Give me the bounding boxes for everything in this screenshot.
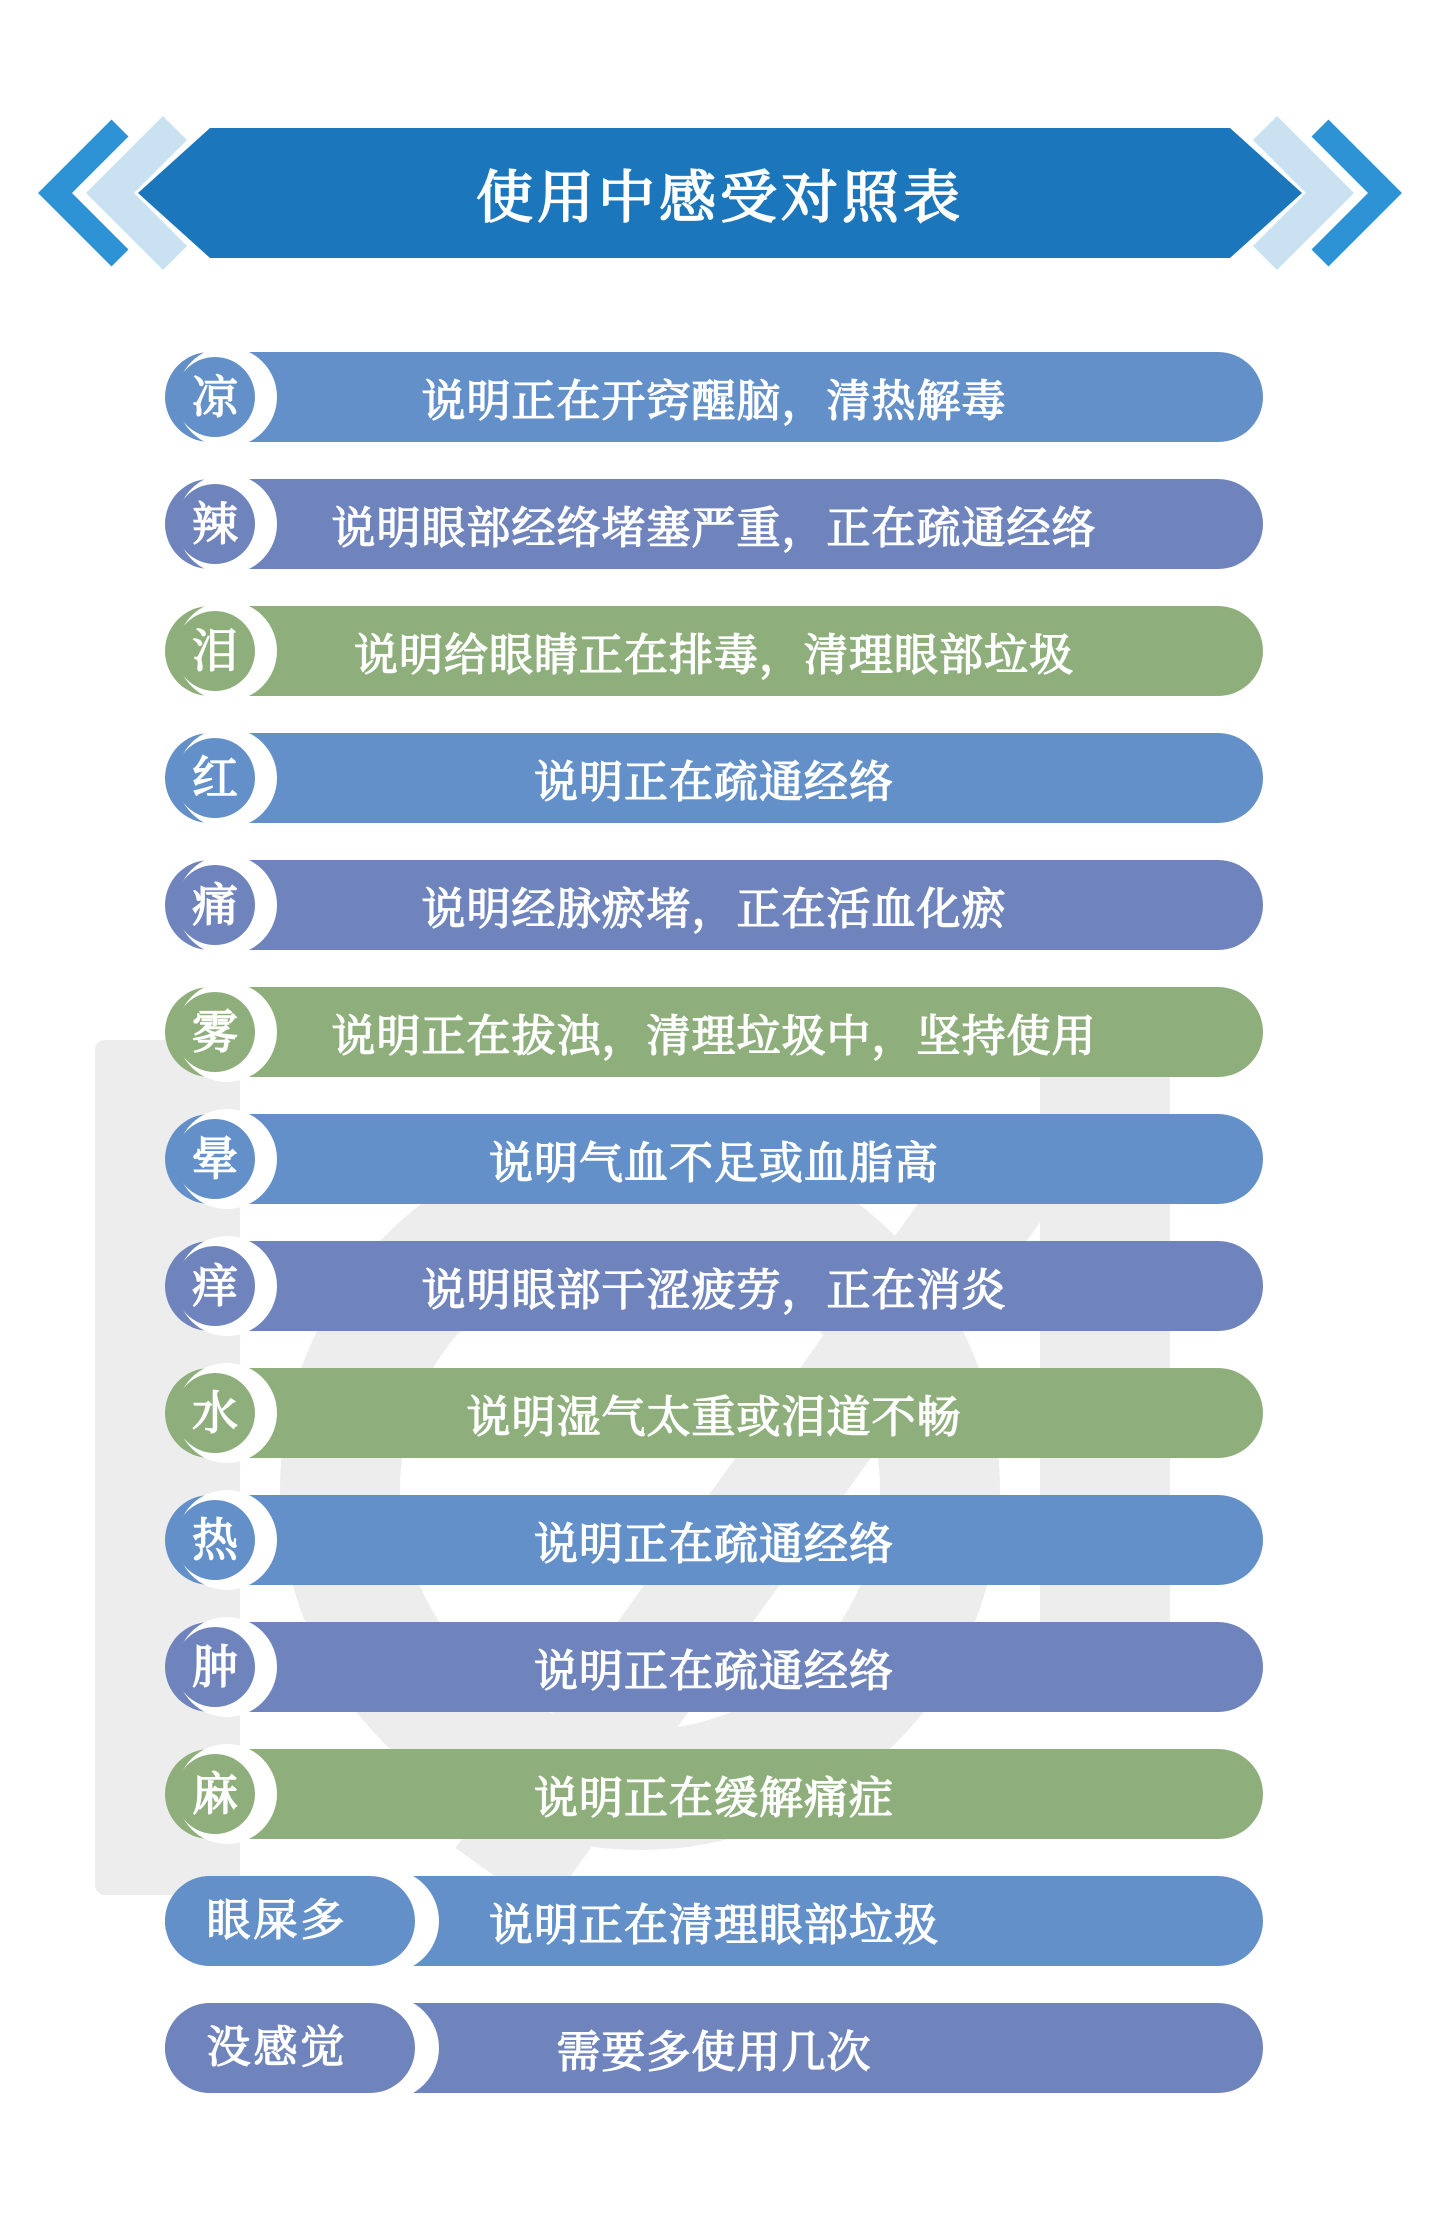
table-row bbox=[165, 2003, 1263, 2093]
symptom-label: 凉 bbox=[192, 371, 238, 423]
row-description: 说明正在拔浊，清理垃圾中，坚持使用 bbox=[331, 1012, 1097, 1061]
symptom-label: 水 bbox=[192, 1387, 238, 1439]
symptom-label: 晕 bbox=[192, 1133, 238, 1185]
row-description: 说明眼部干涩疲劳，正在消炎 bbox=[421, 1266, 1007, 1315]
symptom-label: 泪 bbox=[192, 625, 238, 677]
symptom-label: 辣 bbox=[192, 498, 238, 550]
symptom-label: 麻 bbox=[192, 1768, 238, 1820]
row-description: 说明正在疏通经络 bbox=[534, 758, 894, 807]
table-row bbox=[165, 352, 1263, 442]
table-row bbox=[165, 860, 1263, 950]
row-description: 需要多使用几次 bbox=[556, 2028, 872, 2077]
row-description: 说明经脉瘀堵，正在活血化瘀 bbox=[421, 885, 1007, 934]
symptom-label: 痒 bbox=[192, 1260, 238, 1312]
row-description: 说明正在清理眼部垃圾 bbox=[489, 1901, 939, 1950]
row-description: 说明气血不足或血脂高 bbox=[489, 1139, 939, 1188]
row-description: 说明湿气太重或泪道不畅 bbox=[466, 1393, 962, 1442]
symptom-label: 痛 bbox=[192, 879, 238, 931]
table-row bbox=[165, 606, 1263, 696]
row-description: 说明眼部经络堵塞严重，正在疏通经络 bbox=[331, 504, 1097, 553]
table-row bbox=[165, 479, 1263, 569]
table-row bbox=[165, 1368, 1263, 1458]
page-title: 使用中感受对照表 bbox=[476, 166, 964, 230]
row-description: 说明正在疏通经络 bbox=[534, 1647, 894, 1696]
row-description: 说明正在开窍醒脑，清热解毒 bbox=[421, 377, 1007, 426]
table-row bbox=[165, 1495, 1263, 1585]
table-row bbox=[165, 1622, 1263, 1712]
table-row bbox=[165, 1876, 1263, 1966]
table-row bbox=[165, 987, 1263, 1077]
table-row bbox=[165, 1114, 1263, 1204]
symptom-label: 肿 bbox=[192, 1641, 238, 1693]
table-row bbox=[165, 733, 1263, 823]
row-description: 说明正在疏通经络 bbox=[534, 1520, 894, 1569]
table-row bbox=[165, 1241, 1263, 1331]
symptom-label: 没感觉 bbox=[206, 2023, 348, 2072]
symptom-label: 红 bbox=[192, 752, 238, 804]
row-description: 说明正在缓解痛症 bbox=[534, 1774, 894, 1823]
symptom-label: 热 bbox=[192, 1514, 238, 1566]
row-description: 说明给眼睛正在排毒，清理眼部垃圾 bbox=[354, 631, 1074, 680]
table-row bbox=[165, 1749, 1263, 1839]
symptom-label: 眼屎多 bbox=[206, 1896, 348, 1945]
sensation-table bbox=[165, 352, 1263, 2130]
symptom-label: 雾 bbox=[192, 1006, 238, 1058]
